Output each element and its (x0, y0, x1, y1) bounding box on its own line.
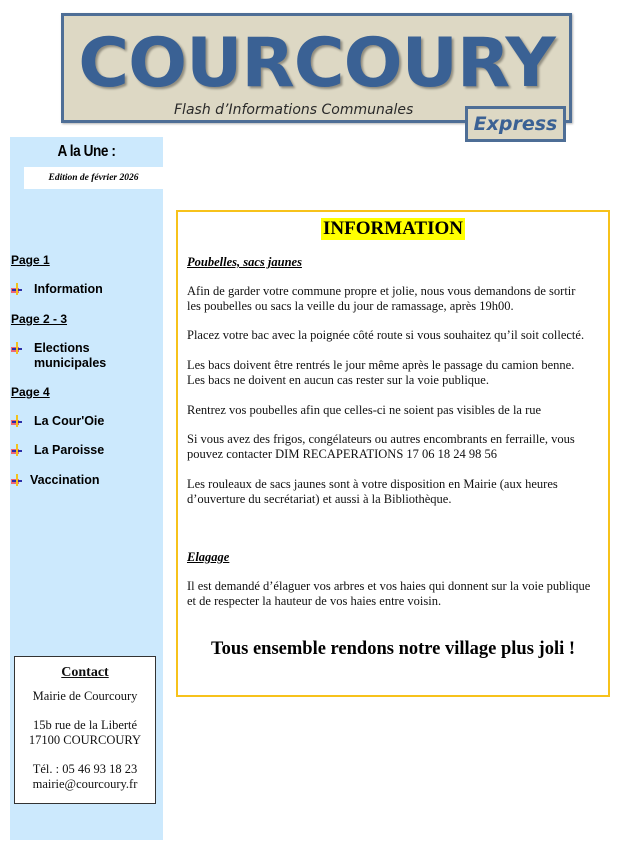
bullet-cross-icon (11, 415, 23, 427)
page-heading-1: Page 1 (11, 253, 50, 267)
section-heading-poubelles: Poubelles, sacs jaunes (187, 255, 302, 269)
contact-name: Mairie de Courcoury (32, 689, 138, 703)
contact-phone: Tél. : 05 46 93 18 23 (32, 762, 138, 776)
masthead-subtitle: Flash d’Informations Communales (174, 102, 414, 118)
contact-address-line2: 17100 COURCOURY (28, 733, 142, 747)
page-heading-2-3: Page 2 - 3 (11, 312, 68, 326)
contact-email[interactable]: mairie@courcoury.fr (32, 777, 138, 791)
slogan: Tous ensemble rendons notre village plus joli ! (210, 639, 576, 659)
paragraph-encombrants: Si vous avez des frigos, congélateurs ou autres encombrants en ferraille, vous pouvez contacter DIM RECAPERATIONS 17 06 18 24 98 56 (187, 432, 575, 461)
nav-item-label: La Paroisse (34, 443, 105, 457)
paragraph-rentrez-poubelles: Rentrez vos poubelles afin que celles-ci ne soient pas visibles de la rue (187, 403, 542, 417)
sidebar-heading: A la Une : (57, 143, 116, 160)
nav-item-label: La Cour'Oie (34, 414, 105, 428)
paragraph-sacs-jaunes: Les rouleaux de sacs jaunes sont à votre disposition en Mairie (aux heures d’ouverture du secrétariat) et aussi à la Bibliothèque. (187, 477, 558, 506)
masthead-title: COURCOURY (78, 24, 555, 103)
bullet-cross-icon (11, 474, 23, 486)
page-heading-4: Page 4 (11, 385, 50, 399)
nav-item-label: Elections (34, 341, 90, 355)
bullet-cross-icon (11, 283, 23, 295)
paragraph-poignee: Placez votre bac avec la poignée côté route si vous souhaitez qu’il soit collecté. (187, 328, 585, 342)
nav-item-label: Information (34, 282, 103, 296)
edition-label: Edition de février 2026 (24, 167, 163, 189)
paragraph-elagage: Il est demandé d’élaguer vos arbres et vos haies qui donnent sur la voie publique et de respecter la hauteur de vos haies entre voisin. (187, 579, 591, 608)
contact-address-line1: 15b rue de la Liberté (32, 718, 138, 732)
nav-item-elections[interactable] (11, 341, 106, 371)
info-title: INFORMATION (322, 218, 464, 239)
express-badge: Express (465, 106, 566, 142)
information-panel (176, 210, 610, 697)
paragraph-sortir-poubelles: Afin de garder votre commune propre et jolie, nous vous demandons de sortir les poubelles ou sacs la veille du jour de ramassage, après 19h00. (187, 284, 576, 313)
section-heading-elagage: Elagage (187, 550, 230, 564)
nav-item-information[interactable] (11, 282, 103, 297)
bullet-cross-icon (11, 444, 23, 456)
paragraph-bacs-rentres: Les bacs doivent être rentrés le jour même après le passage du camion benne. Les bacs ne doivent en aucun cas rester sur la voie publique. (187, 358, 575, 387)
nav-item-la-cour-oie[interactable] (11, 414, 104, 429)
contact-box (14, 656, 156, 804)
sidebar (10, 137, 163, 840)
nav-item-label: municipales (34, 356, 107, 370)
bullet-cross-icon (11, 342, 23, 354)
nav-item-vaccination[interactable] (11, 473, 99, 488)
nav-item-la-paroisse[interactable] (11, 443, 104, 458)
contact-title: Contact (61, 665, 109, 680)
nav-item-label: Vaccination (30, 473, 100, 487)
